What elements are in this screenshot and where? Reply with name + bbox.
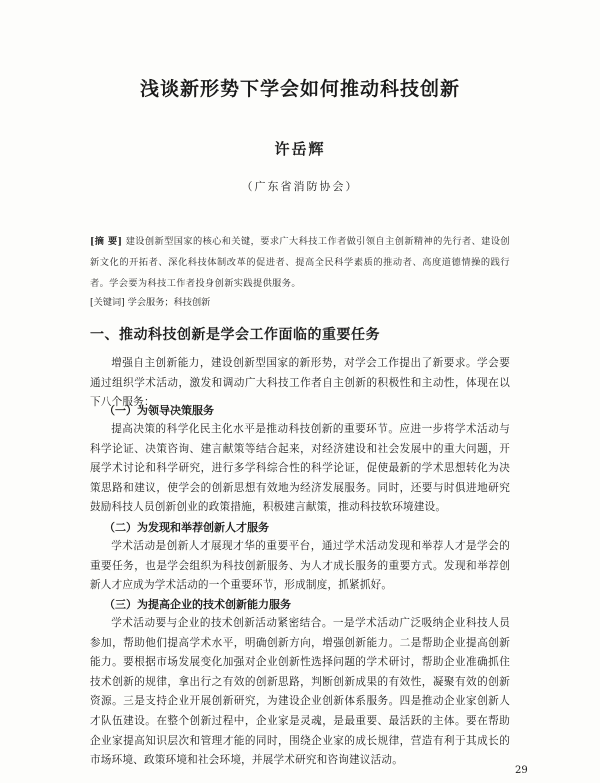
subsection-text-3: 学术活动要与企业的技术创新活动紧密结合。一是学术活动广泛吸纳企业科技人员参加，帮助他们提高学术水平，明确创新方向，增强创新能力。二是帮助企业提高创新能力。要根据市场发展变化加强对企业创新性选择问题的学术研讨，帮助企业准确抓住技术创新的规律，拿出行之有效的创新思路，判断创新成果的有效性，凝聚有效的创新资源。三是支持企业开展创新研究，为建设企业创新体系服务。四是推动企业家创新人才队伍建设。在整个创新过程中，企业家是灵魂，是最重要、最活跃的主体。要在帮助企业家提高知识层次和管理才能的同时，围绕企业家的成长规律，营造有利于其成长的市场环境、政策环境和社会环境，并展学术研究和咨询建议活动。 [90, 617, 510, 767]
abstract-text: 建设创新型国家的核心和关键，要求广大科技工作者做引领自主创新精神的先行者、建设创新文化的开拓者、深化科技体制改革的促进者、提高全民科学素质的推动者、高度道德情操的践行者。学会要为科技工作者投身创新实践提供服务。 [90, 236, 510, 289]
section-intro: 增强自主创新能力，建设创新型国家的新形势，对学会工作提出了新要求。学会要通过组织学术活动，激发和调动广大科技工作者自主创新的积极性和主动性，体现在以下八个服务： [90, 357, 510, 409]
article-title: 浅谈新形势下学会如何推动科技创新 [139, 78, 460, 100]
abstract-label: [摘 要] [90, 236, 123, 247]
subsection-heading-1: （一）为领导决策服务 [104, 404, 214, 417]
keywords-text: 学会服务；科技创新 [127, 297, 211, 308]
subsection-heading-3: （三）为提高企业的技术创新能力服务 [104, 598, 291, 611]
abstract [90, 231, 510, 294]
section-heading: 一、推动科技创新是学会工作面临的重要任务 [90, 327, 380, 343]
subsection-text-1: 提高决策的科学化民主化水平是推动科技创新的重要环节。应进一步将学术活动与科学论证、决策咨询、建言献策等结合起来，对经济建设和社会发展中的重大问题，开展学术讨论和科学研究，进行多学科综合性的科学论证，促使最新的学术思想转化为决策思路和建议，使学会的创新思想有效地为经济发展服务。同时，还要与时俱进地研究鼓励科技人员创新创业的政策措施，积极建言献策，推动科技软环境建设。 [90, 423, 510, 514]
keywords [90, 294, 510, 308]
page-number: 29 [515, 765, 528, 776]
subsection-heading-2: （二）为发现和举荐创新人才服务 [104, 521, 269, 534]
author-name: 许岳辉 [274, 140, 326, 158]
subsection-text-2: 学术活动是创新人才展现才华的重要平台，通过学术活动发现和举荐人才是学会的重要任务，也是学会组织为科技创新服务、为人才成长服务的重要方式。发现和举荐创新人才应成为学术活动的一个重要环节，形成制度，抓紧抓好。 [90, 540, 510, 592]
keywords-label: [关键词] [90, 297, 125, 308]
author-affiliation: （广东省消防协会） [241, 180, 359, 193]
